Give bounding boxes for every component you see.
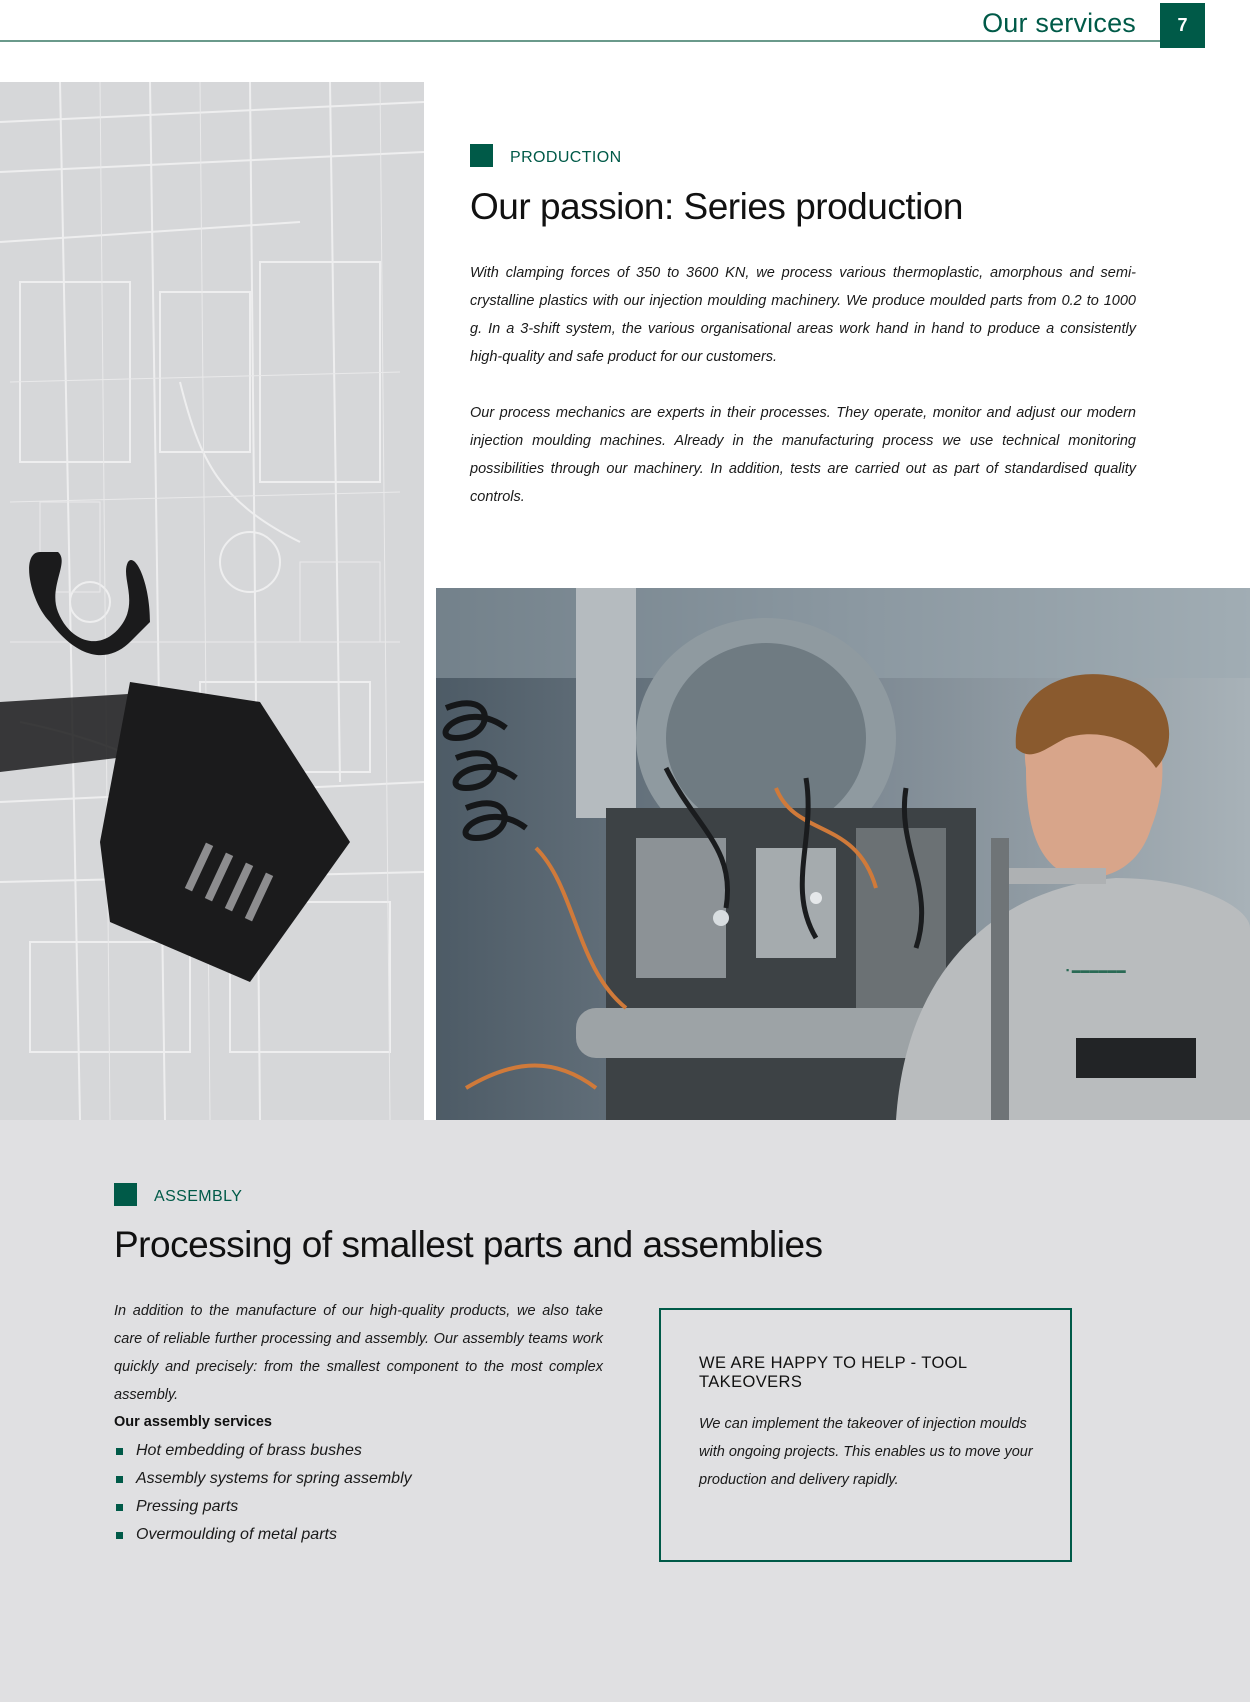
assembly-services-list <box>114 1437 412 1549</box>
assembly-heading: Processing of smallest parts and assemblies <box>114 1224 823 1265</box>
list-item: Overmoulding of metal parts <box>114 1521 412 1549</box>
assembly-label-marker <box>114 1183 137 1206</box>
production-paragraph-1: With clamping forces of 350 to 3600 KN, we process various thermoplastic, amorphous and semi-crystalline plastics with our injection moulding machinery. We produce moulded parts from 0.2 to 1000 g. In a 3-shift system, the various organisational areas work hand in hand to produce a consistently high-quality and safe product for our customers. <box>470 265 1136 365</box>
production-paragraph-2: Our process mechanics are experts in their processes. They operate, monitor and adjust our modern injection moulding machines. Already in the manufacturing process we use technical monitoring possibilities through our machinery. In addition, tests are carried out as part of standardised quality controls. <box>470 405 1136 505</box>
help-box-text: We can implement the takeover of injection moulds with ongoing projects. This enables us to move your production and delivery rapidly. <box>699 1416 1033 1488</box>
assembly-label: ASSEMBLY <box>154 1188 243 1205</box>
bullet-square-icon <box>116 1504 123 1511</box>
production-label: PRODUCTION <box>510 149 622 166</box>
assembly-paragraph: In addition to the manufacture of our high-quality products, we also take care of reliable further processing and assembly. Our assembly teams work quickly and precisely: from the smallest component to the most complex assembly. <box>114 1303 603 1403</box>
list-item: Hot embedding of brass bushes <box>114 1437 412 1465</box>
technician-photo <box>436 588 1250 1120</box>
tool-takeover-box <box>659 1308 1072 1562</box>
bullet-square-icon <box>116 1476 123 1483</box>
svg-text:▪ ▬▬▬▬▬▬: ▪ ▬▬▬▬▬▬ <box>1066 965 1126 975</box>
blueprint-illustration <box>0 82 424 1120</box>
list-item: Pressing parts <box>114 1493 412 1521</box>
header-rule <box>0 40 1160 42</box>
bullet-square-icon <box>116 1448 123 1455</box>
list-item: Assembly systems for spring assembly <box>114 1465 412 1493</box>
section-title: Our services <box>982 8 1136 38</box>
bullet-square-icon <box>116 1532 123 1539</box>
assembly-services-heading: Our assembly services <box>114 1414 272 1430</box>
production-label-marker <box>470 144 493 167</box>
blueprint-panel <box>0 82 424 1120</box>
production-heading: Our passion: Series production <box>470 186 963 227</box>
page-number: 7 <box>1160 3 1205 48</box>
help-box-title: WE ARE HAPPY TO HELP - TOOL TAKEOVERS <box>699 1354 967 1391</box>
